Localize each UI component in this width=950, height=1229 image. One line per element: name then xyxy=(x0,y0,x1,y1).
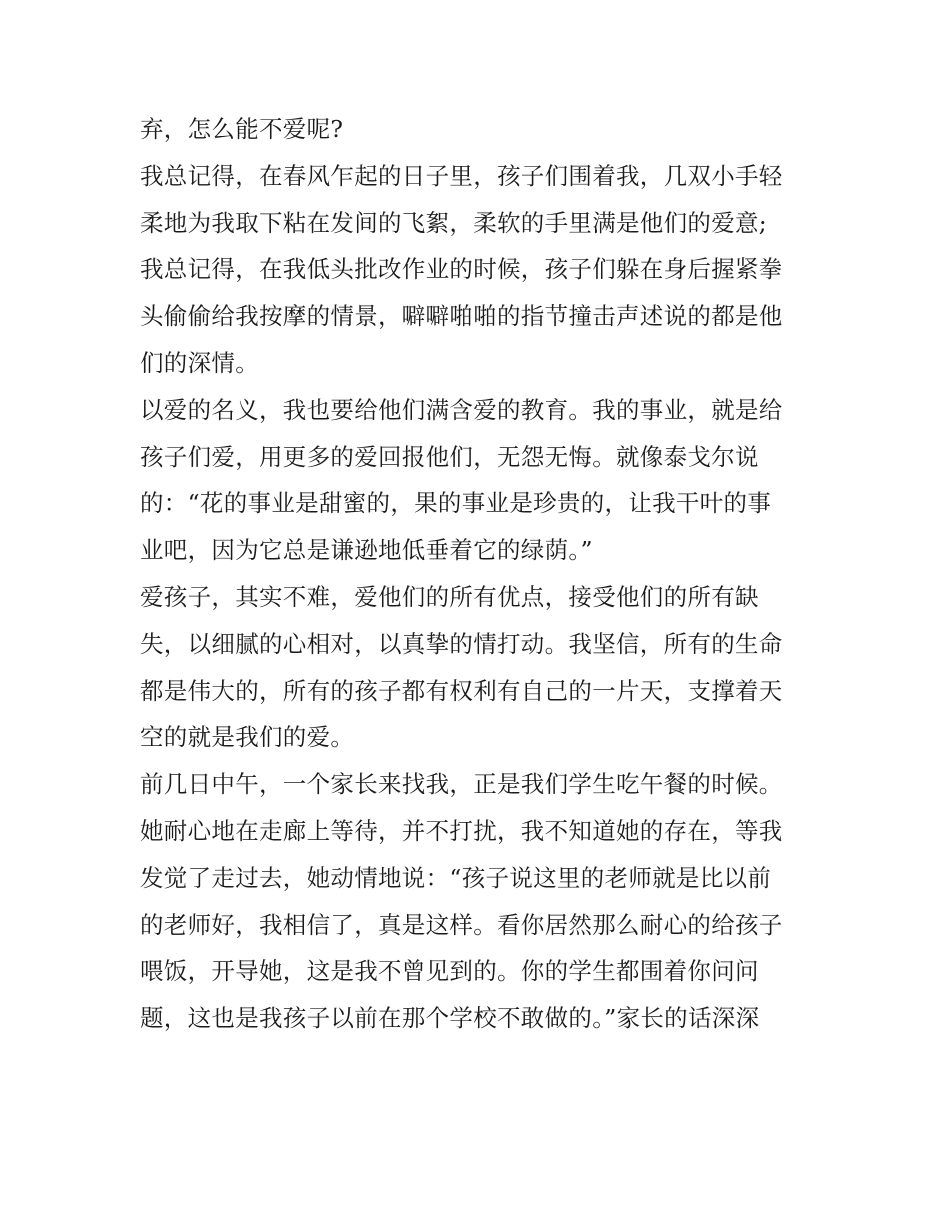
text-line: 题，这也是我孩子以前在那个学校不敢做的。”家长的话深深 xyxy=(140,1004,760,1033)
text-line: 空的就是我们的爱。 xyxy=(140,723,355,752)
text-line: 孩子们爱，用更多的爱回报他们，无怨无悔。就像泰戈尔说 xyxy=(140,442,759,471)
text-line: 的老师好，我相信了，真是这样。看你居然那么耐心的给孩子 xyxy=(140,910,783,939)
text-line: 爱孩子，其实不难，爱他们的所有优点，接受他们的所有缺 xyxy=(140,582,759,611)
text-line: 的：“花的事业是甜蜜的，果的事业是珍贵的，让我干叶的事 xyxy=(140,489,772,518)
text-line: 柔地为我取下粘在发间的飞絮，柔软的手里满是他们的爱意; xyxy=(140,208,768,237)
text-line: 发觉了走过去，她动情地说：“孩子说这里的老师就是比以前 xyxy=(140,863,772,892)
text-line: 失，以细腻的心相对，以真挚的情打动。我坚信，所有的生命 xyxy=(140,629,783,658)
body-text xyxy=(140,106,820,1042)
text-line: 我总记得，在春风乍起的日子里，孩子们围着我，几双小手轻 xyxy=(140,161,783,190)
text-line: 喂饭，开导她，这是我不曾见到的。你的学生都围着你问问 xyxy=(140,957,759,986)
text-line: 业吧，因为它总是谦逊地低垂着它的绿荫。” xyxy=(140,536,593,565)
text-line: 我总记得，在我低头批改作业的时候，孩子们躲在身后握紧拳 xyxy=(140,255,783,284)
text-line: 前几日中午，一个家长来找我，正是我们学生吃午餐的时候。 xyxy=(140,770,783,799)
text-line: 头偷偷给我按摩的情景，噼噼啪啪的指节撞击声述说的都是他 xyxy=(140,302,783,331)
text-line: 她耐心地在走廊上等待，并不打扰，我不知道她的存在，等我 xyxy=(140,816,783,845)
text-line: 弃，怎么能不爱呢? xyxy=(140,115,344,143)
text-line: 以爱的名义，我也要给他们满含爱的教育。我的事业，就是给 xyxy=(140,395,783,424)
text-line: 们的深情。 xyxy=(140,348,259,377)
text-line: 都是伟大的，所有的孩子都有权利有自己的一片天，支撑着天 xyxy=(140,676,783,705)
